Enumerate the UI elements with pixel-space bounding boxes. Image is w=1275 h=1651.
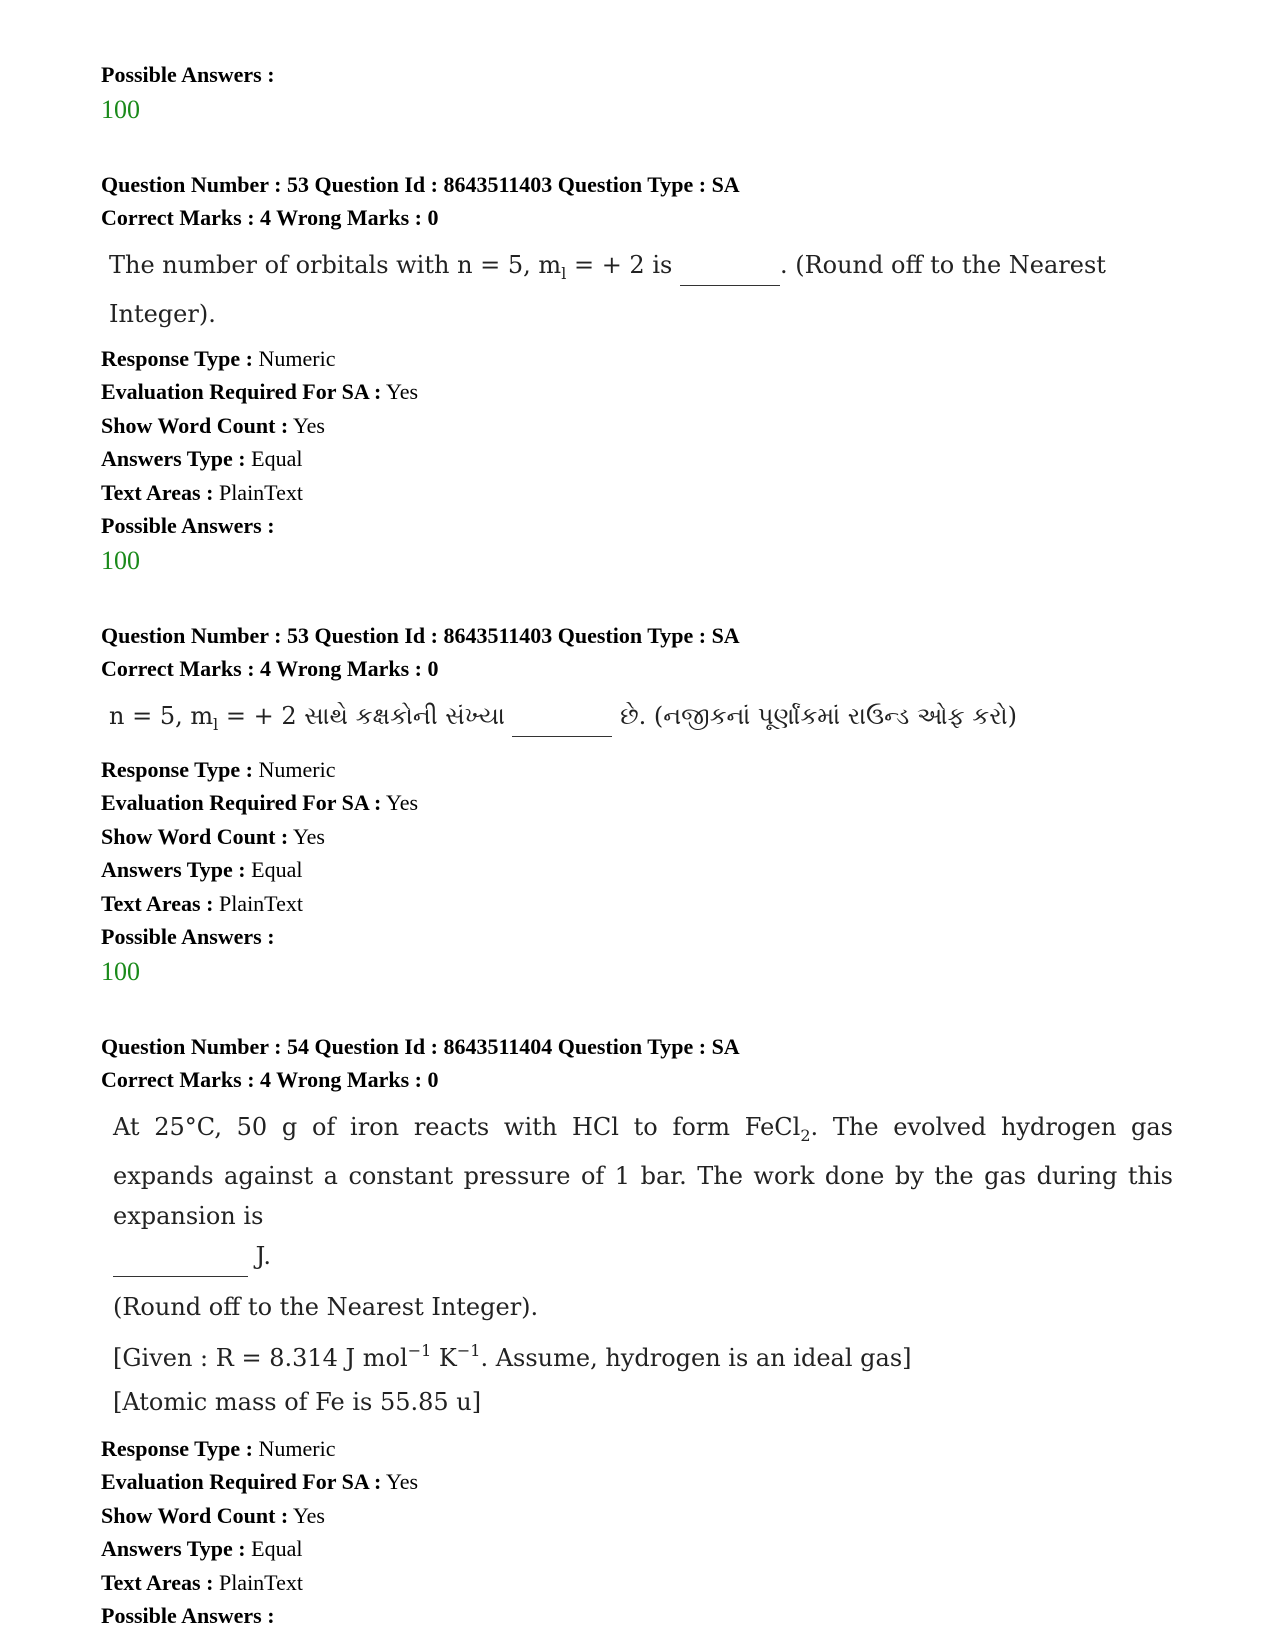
possible-answer-value: 100 (101, 94, 140, 124)
question-text: n = 5, $m_l$ = + 2 સાથે કક્ષકોની સંખ્યા છે. (નજીકનાં પૂર્ણાંકમાં રાઉન્ડ ઓફ કરો) (101, 696, 1181, 745)
evaluation-required-row: Evaluation Required For SA : Yes (101, 1469, 419, 1494)
possible-answers-label: Possible Answers : (101, 1603, 275, 1628)
response-type-row: Response Type : Numeric (101, 1435, 336, 1461)
show-word-count-row: Show Word Count : Yes (101, 823, 325, 849)
text-areas-row: Text Areas : PlainText (101, 479, 303, 505)
show-word-count-row: Show Word Count : Yes (101, 412, 325, 438)
answer-blank (512, 696, 612, 737)
question-block-3 (101, 1030, 1181, 1633)
top-answer-block (101, 58, 1181, 128)
question-block-1 (101, 168, 1181, 579)
evaluation-required-row: Evaluation Required For SA : Yes (101, 790, 419, 815)
possible-answer-value: 100 (101, 545, 140, 575)
answers-type-row: Answers Type : Equal (101, 1536, 303, 1561)
answers-type-row: Answers Type : Equal (101, 857, 303, 882)
question-header: Question Number : 54 Question Id : 8643511404 Question Type : SA (101, 1033, 740, 1059)
possible-answer-value: 100 (101, 956, 140, 986)
atomic-mass-note: [Atomic mass of Fe is 55.85 u] (113, 1387, 482, 1416)
document-page (101, 58, 1181, 1633)
marks-line: Correct Marks : 4 Wrong Marks : 0 (101, 656, 439, 681)
possible-answers-label: Possible Answers : (101, 513, 275, 538)
question-header: Question Number : 53 Question Id : 8643511403 Question Type : SA (101, 622, 740, 648)
text-areas-row: Text Areas : PlainText (101, 890, 303, 916)
answers-type-row: Answers Type : Equal (101, 446, 303, 471)
given-note: [Given : R = 8.314 J mol$^{-1}$ $K^{-1}$. Assume, hydrogen is an ideal gas] (113, 1340, 912, 1372)
answer-blank (113, 1236, 248, 1277)
marks-line: Correct Marks : 4 Wrong Marks : 0 (101, 205, 439, 230)
show-word-count-row: Show Word Count : Yes (101, 1502, 325, 1528)
response-type-row: Response Type : Numeric (101, 756, 336, 782)
round-off-note: (Round off to the Nearest Integer). (113, 1292, 539, 1321)
response-type-row: Response Type : Numeric (101, 345, 336, 371)
possible-answers-label: Possible Answers : (101, 62, 275, 87)
answer-blank (680, 245, 780, 286)
possible-answers-label: Possible Answers : (101, 924, 275, 949)
question-block-2 (101, 619, 1181, 990)
text-areas-row: Text Areas : PlainText (101, 1569, 303, 1595)
evaluation-required-row: Evaluation Required For SA : Yes (101, 379, 419, 404)
question-text: The number of orbitals with n = 5, $m_l$ = + 2 is . (Round off to the Nearest Integer). (101, 245, 1181, 334)
marks-line: Correct Marks : 4 Wrong Marks : 0 (101, 1067, 439, 1092)
question-text: At 25°C, 50 g of iron reacts with HCl to form FeCl$_2$. The evolved hydrogen gas expands against a constant pressure of 1 bar. The work done by the gas during this expansion is J. (101, 1107, 1173, 1277)
question-header: Question Number : 53 Question Id : 8643511403 Question Type : SA (101, 171, 740, 197)
